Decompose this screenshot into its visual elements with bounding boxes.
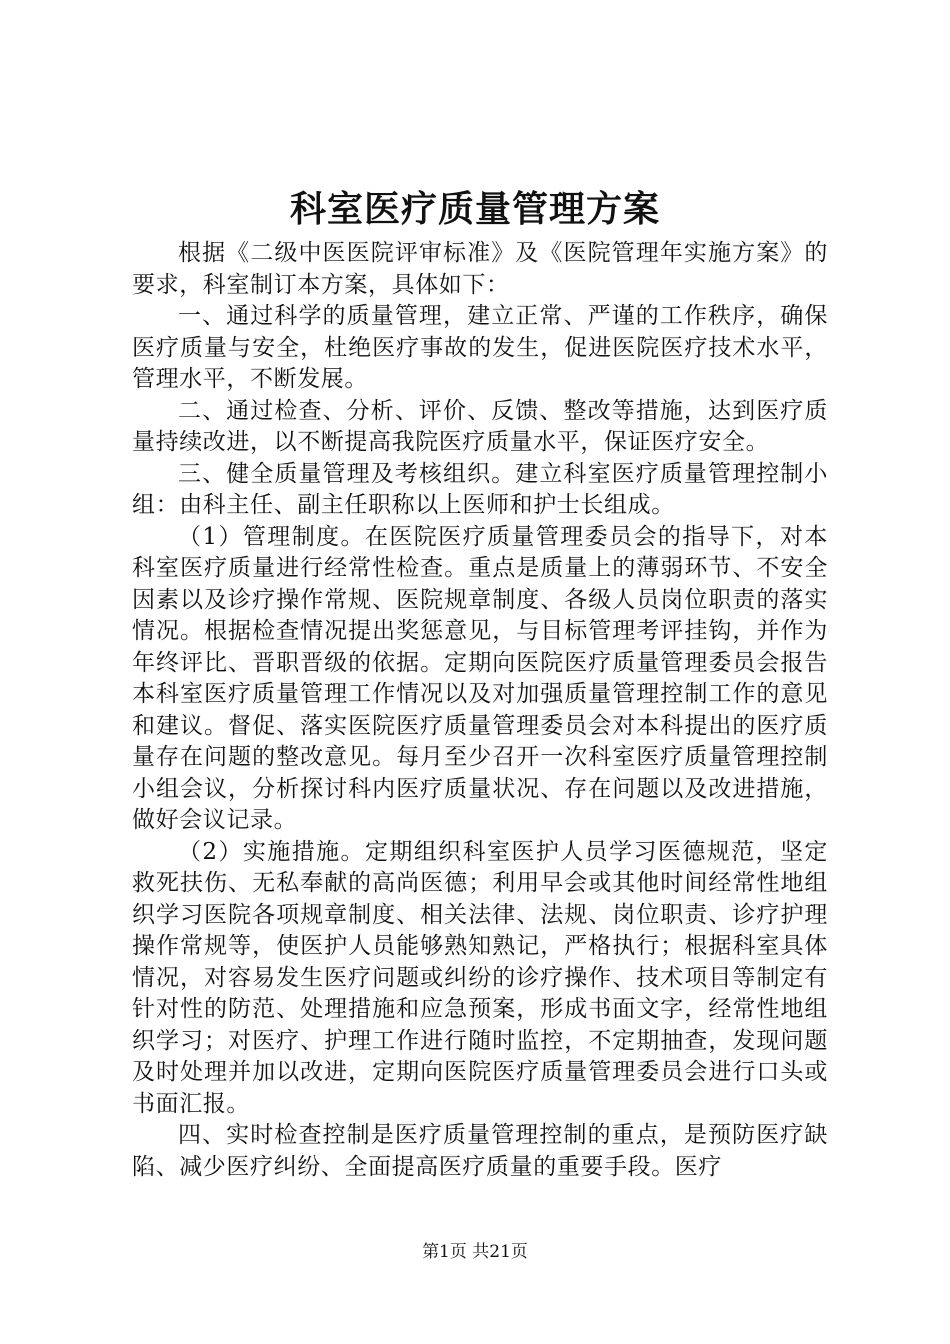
paragraph-section-2: 二、通过检查、分析、评价、反馈、整改等措施，达到医疗质量持续改进，以不断提高我院医疗质量水平，保证医疗安全。 [132,397,828,455]
paragraph-management-system: （1）管理制度。在医院医疗质量管理委员会的指导下，对本科室医疗质量进行经常性检查。重点是质量上的薄弱环节、不安全因素以及诊疗操作常规、医院规章制度、各级人员岗位职责的落实情况。根据检查情况提出奖惩意见，与目标管理考评挂钩，并作为年终评比、晋职晋级的依据。定期向医院医疗质量管理委员会报告本科室医疗质量管理工作情况以及对加强质量管理控制工作的意见和建议。督促、落实医院医疗质量管理委员会对本科提出的医疗质量存在问题的整改意见。每月至少召开一次科室医疗质量管理控制小组会议，分析探讨科内医疗质量状况、存在问题以及改进措施，做好会议记录。 [132,523,828,833]
document-title: 科室医疗质量管理方案 [289,188,660,230]
paragraph-section-4: 四、实时检查控制是医疗质量管理控制的重点，是预防医疗缺陷、减少医疗纠纷、全面提高医疗质量的重要手段。医疗 [132,1122,828,1180]
paragraph-intro: 根据《二级中医医院评审标准》及《医院管理年实施方案》的要求，科室制订本方案，具体如下： [132,240,828,298]
page-number: 第1页 共21页 [422,1242,528,1262]
paragraph-implementation: （2）实施措施。定期组织科室医护人员学习医德规范，坚定救死扶伤、无私奉献的高尚医德；利用早会或其他时间经常性地组织学习医院各项规章制度、相关法律、法规、岗位职责、诊疗护理操作常规等，使医护人员能够熟知熟记，严格执行；根据科室具体情况，对容易发生医疗问题或纠纷的诊疗操作、技术项目等制定有针对性的防范、处理措施和应急预案，形成书面文字，经常性地组织学习；对医疗、护理工作进行随时监控，不定期抽查，发现问题及时处理并加以改进，定期向医院医疗质量管理委员会进行口头或书面汇报。 [132,838,828,1117]
paragraph-section-3: 三、健全质量管理及考核组织。建立科室医疗质量管理控制小组：由科主任、副主任职称以上医师和护士长组成。 [132,460,828,518]
document-body [132,238,828,1183]
paragraph-section-1: 一、通过科学的质量管理，建立正常、严谨的工作秩序，确保医疗质量与安全，杜绝医疗事故的发生，促进医院医疗技术水平，管理水平，不断发展。 [132,303,828,392]
